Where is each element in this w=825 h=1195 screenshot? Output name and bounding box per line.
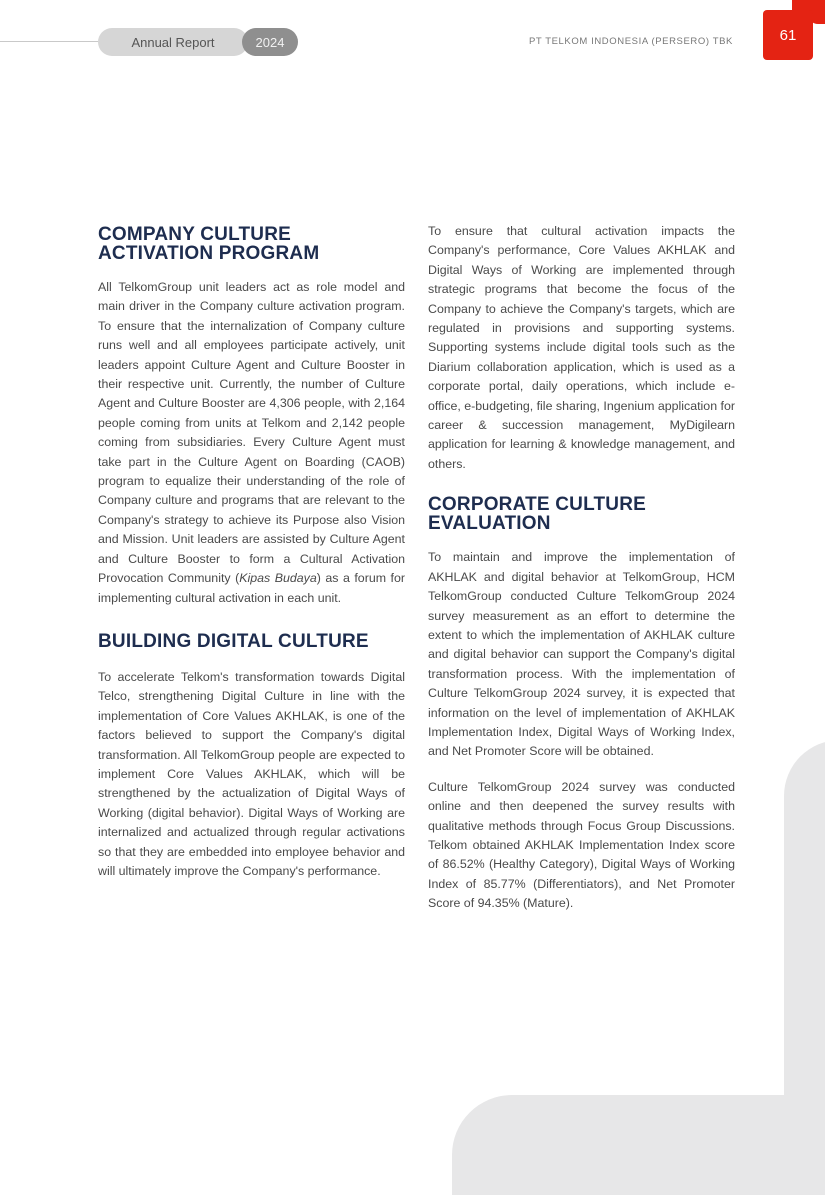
culture-activation-text-2: ) as a forum for implementing cultural activation in each unit. <box>98 571 405 605</box>
header-divider <box>0 41 110 42</box>
culture-activation-paragraph <box>98 278 405 608</box>
background-shape-right <box>784 740 825 1125</box>
right-column <box>428 222 735 914</box>
culture-evaluation-paragraph-2: Culture TelkomGroup 2024 survey was conducted online and then deepened the survey results with qualitative methods through Focus Group Discussions. Telkom obtained AKHLAK Implementation Index score of 86.52% (Healthy Category), Digital Ways of Working Index of 85.77% (Differentiators), and Net Promoter Score of 94.35% (Mature). <box>428 779 735 911</box>
section-title-culture-evaluation: CORPORATE CULTURE EVALUATION <box>428 494 647 535</box>
section-title-digital-culture: BUILDING DIGITAL CULTURE <box>98 630 369 652</box>
company-name: PT TELKOM INDONESIA (PERSERO) TBK <box>528 36 733 47</box>
background-shape-bottom <box>452 1095 825 1195</box>
culture-activation-text-1: All TelkomGroup unit leaders act as role model and main driver in the Company culture activation program. To ensure that the internalization of Company culture runs well and all employees participate actively, unit leaders appoint Culture Agent and Culture Booster in their respective unit. Currently, the number of Culture Agent and Culture Booster are 4,306 people, with 2,164 people coming from units at Telkom and 2,142 people coming from subsidiaries. Every Culture Agent must take part in the Culture Agent on Boarding (CAOB) program to equalize their understanding of the role of Company culture and programs that are relevant to the Company's strategy to achieve its Purpose also Vision and Mission. Unit leaders are assisted by Culture Agent and Culture Booster to form a Cultural Activation Provocation Community ( <box>98 280 405 586</box>
left-column <box>98 222 405 881</box>
culture-evaluation-paragraph-1: To maintain and improve the implementation of AKHLAK and digital behavior at TelkomGroup, HCM TelkomGroup conducted Culture TelkomGroup 2024 survey measurement as an effort to determine the extent to which the implementation of AKHLAK culture and digital behavior can support the Company's digital transformation process. With the implementation of Culture TelkomGroup 2024 survey, it is expected that information on the level of implementation of AKHLAK Implementation Index, Digital Ways of Working Index, and Net Promoter Score will be obtained. <box>428 550 735 759</box>
page-number: 61 <box>763 10 813 60</box>
kipas-budaya-term: Kipas Budaya <box>239 571 317 586</box>
section-title-culture-activation: COMPANY CULTURE ACTIVATION PROGRAM <box>98 224 320 264</box>
year-badge: 2024 <box>242 28 298 56</box>
digital-culture-paragraph: To accelerate Telkom's transformation towards Digital Telco, strengthening Digital Culture in line with the implementation of Core Values AKHLAK, is one of the factors believed to support the Company's digital transformation. All TelkomGroup people are expected to implement Core Values AKHLAK, which will be strengthened by the actualization of Digital Ways of Working (digital behavior). Digital Ways of Working are internalized and actualized through regular activations so that they are embedded into employee behavior and will ultimately improve the Company's performance. <box>98 669 405 878</box>
activation-impact-paragraph: To ensure that cultural activation impacts the Company's performance, Core Values AKHLAK and Digital Ways of Working are implemented through strategic programs that become the focus of the Company to achieve the Company's targets, which are regulated in provisions and supporting systems. Supporting systems include digital tools such as the Diarium collaboration application, which is used as a corporate portal, daily operations, which include e-office, e-budgeting, file sharing, Ingenium application for career & succession management, MyDigilearn application for learning & knowledge management, and others. <box>428 224 735 471</box>
report-label-badge: Annual Report <box>98 28 248 56</box>
